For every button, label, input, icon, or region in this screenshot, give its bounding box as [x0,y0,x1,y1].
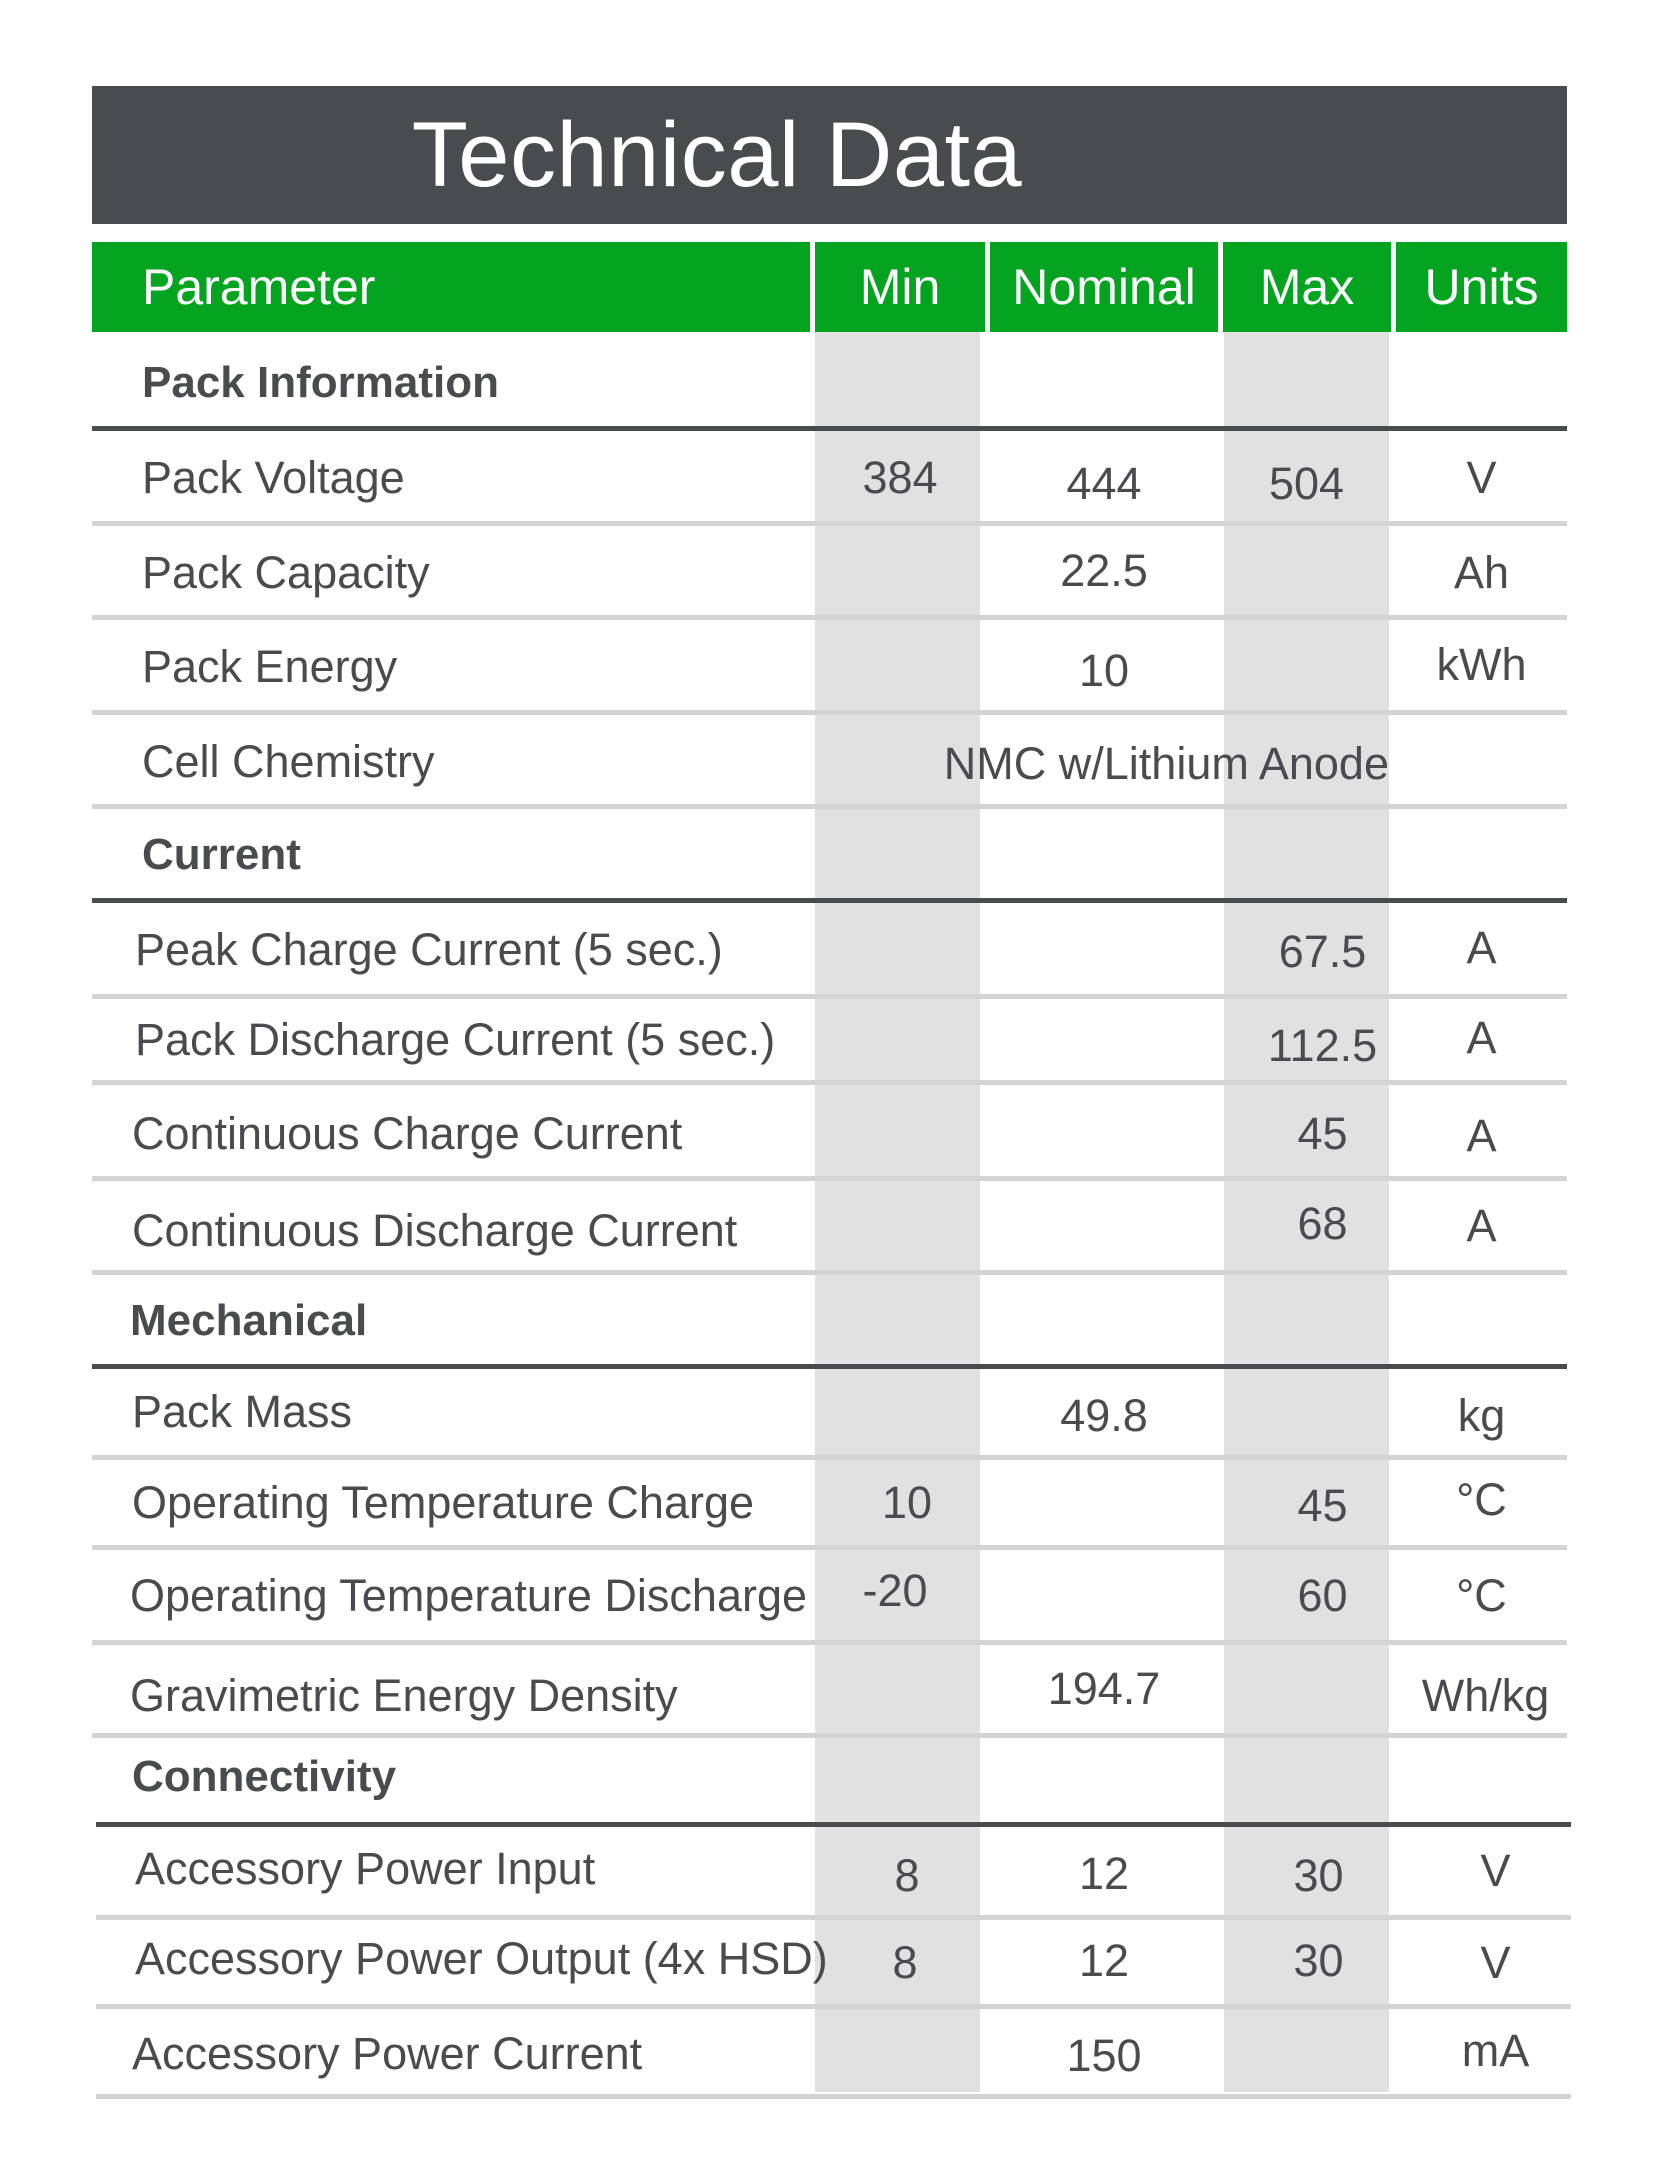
row-divider [92,1545,1567,1550]
section-connectivity: Connectivity [132,1752,397,1801]
row-divider [92,615,1567,620]
row-label-pack-mass: Pack Mass [132,1386,353,1437]
pack-discharge-max: 112.5 [1267,1020,1378,1071]
acc-power-output-max: 30 [1293,1935,1344,1986]
grav-density-units: Wh/kg [1421,1670,1550,1721]
pack-energy-units: kWh [1436,639,1527,690]
row-divider [96,1915,1571,1920]
row-divider [96,2004,1571,2009]
row-divider [92,804,1567,809]
continuous-charge-max: 45 [1297,1108,1348,1159]
header-units [1396,242,1567,332]
row-divider [92,521,1567,526]
header-max-label: Max [1259,259,1355,315]
pack-voltage-min: 384 [862,452,938,503]
min-column-stripe [815,332,980,2092]
pack-mass-units: kg [1457,1390,1506,1441]
peak-charge-units: A [1466,922,1497,973]
row-label-accessory-power-output: Accessory Power Output (4x HSD) [135,1933,828,1984]
row-label-accessory-power-input: Accessory Power Input [135,1843,596,1894]
acc-power-input-nominal: 12 [1078,1848,1130,1899]
header-parameter-label: Parameter [142,259,376,315]
pack-voltage-max: 504 [1268,458,1345,509]
continuous-discharge-max: 68 [1297,1198,1348,1249]
header-units-label: Units [1424,259,1539,315]
section-pack-information: Pack Information [142,358,499,407]
cell-chemistry-value: NMC w/Lithium Anode [943,738,1389,789]
header-min-label: Min [859,259,941,315]
row-divider [92,1080,1567,1085]
section-divider [92,426,1567,431]
row-divider [92,1455,1567,1460]
row-label-pack-discharge-current: Pack Discharge Current (5 sec.) [135,1014,776,1065]
section-mechanical: Mechanical [130,1296,368,1345]
peak-charge-max: 67.5 [1278,926,1367,977]
section-divider [92,898,1567,903]
acc-power-output-nominal: 12 [1078,1935,1130,1986]
header-nominal [990,242,1218,332]
row-label-continuous-discharge-current: Continuous Discharge Current [132,1205,738,1256]
acc-power-current-units: mA [1461,2025,1530,2076]
pack-voltage-nominal: 444 [1066,458,1142,509]
grav-density-nominal: 194.7 [1047,1663,1161,1714]
row-label-pack-voltage: Pack Voltage [142,452,405,503]
pack-discharge-units: A [1466,1012,1497,1063]
row-divider [92,1176,1567,1181]
pack-capacity-units: Ah [1453,547,1510,598]
row-divider [92,994,1567,999]
row-divider [92,710,1567,715]
row-label-operating-temperature-discharge: Operating Temperature Discharge [130,1570,808,1621]
header-min [815,242,985,332]
row-divider [92,1640,1567,1645]
op-temp-charge-min: 10 [881,1477,933,1528]
row-label-pack-energy: Pack Energy [142,641,398,692]
continuous-discharge-units: A [1466,1200,1497,1251]
pack-voltage-units: V [1466,452,1497,503]
header-max [1223,242,1391,332]
op-temp-discharge-max: 60 [1297,1570,1348,1621]
pack-energy-nominal: 10 [1078,645,1130,696]
row-label-gravimetric-energy-density: Gravimetric Energy Density [130,1670,678,1721]
op-temp-charge-units: °C [1456,1474,1507,1525]
pack-capacity-nominal: 22.5 [1060,545,1148,596]
row-label-continuous-charge-current: Continuous Charge Current [132,1108,683,1159]
acc-power-input-min: 8 [894,1850,920,1901]
section-current: Current [142,830,301,879]
row-divider [92,1270,1567,1275]
row-divider [92,1733,1567,1738]
row-label-cell-chemistry: Cell Chemistry [142,736,435,787]
row-divider [96,2094,1571,2099]
title-bar [92,86,1567,224]
acc-power-output-units: V [1480,1937,1511,1988]
section-divider [96,1822,1571,1827]
row-label-operating-temperature-charge: Operating Temperature Charge [132,1477,755,1528]
header-nominal-label: Nominal [1012,259,1196,315]
row-label-accessory-power-current: Accessory Power Current [132,2028,643,2079]
row-label-pack-capacity: Pack Capacity [142,547,430,598]
op-temp-discharge-units: °C [1456,1570,1507,1621]
header-parameter [92,242,810,332]
op-temp-discharge-min: -20 [862,1565,928,1616]
acc-power-output-min: 8 [892,1937,918,1988]
acc-power-input-max: 30 [1293,1850,1344,1901]
acc-power-current-nominal: 150 [1066,2030,1142,2081]
section-divider [92,1364,1567,1369]
acc-power-input-units: V [1480,1845,1511,1896]
row-label-peak-charge-current: Peak Charge Current (5 sec.) [135,924,723,975]
page-title: Technical Data [411,104,1023,206]
continuous-charge-units: A [1466,1110,1497,1161]
op-temp-charge-max: 45 [1297,1480,1348,1531]
pack-mass-nominal: 49.8 [1060,1390,1148,1441]
